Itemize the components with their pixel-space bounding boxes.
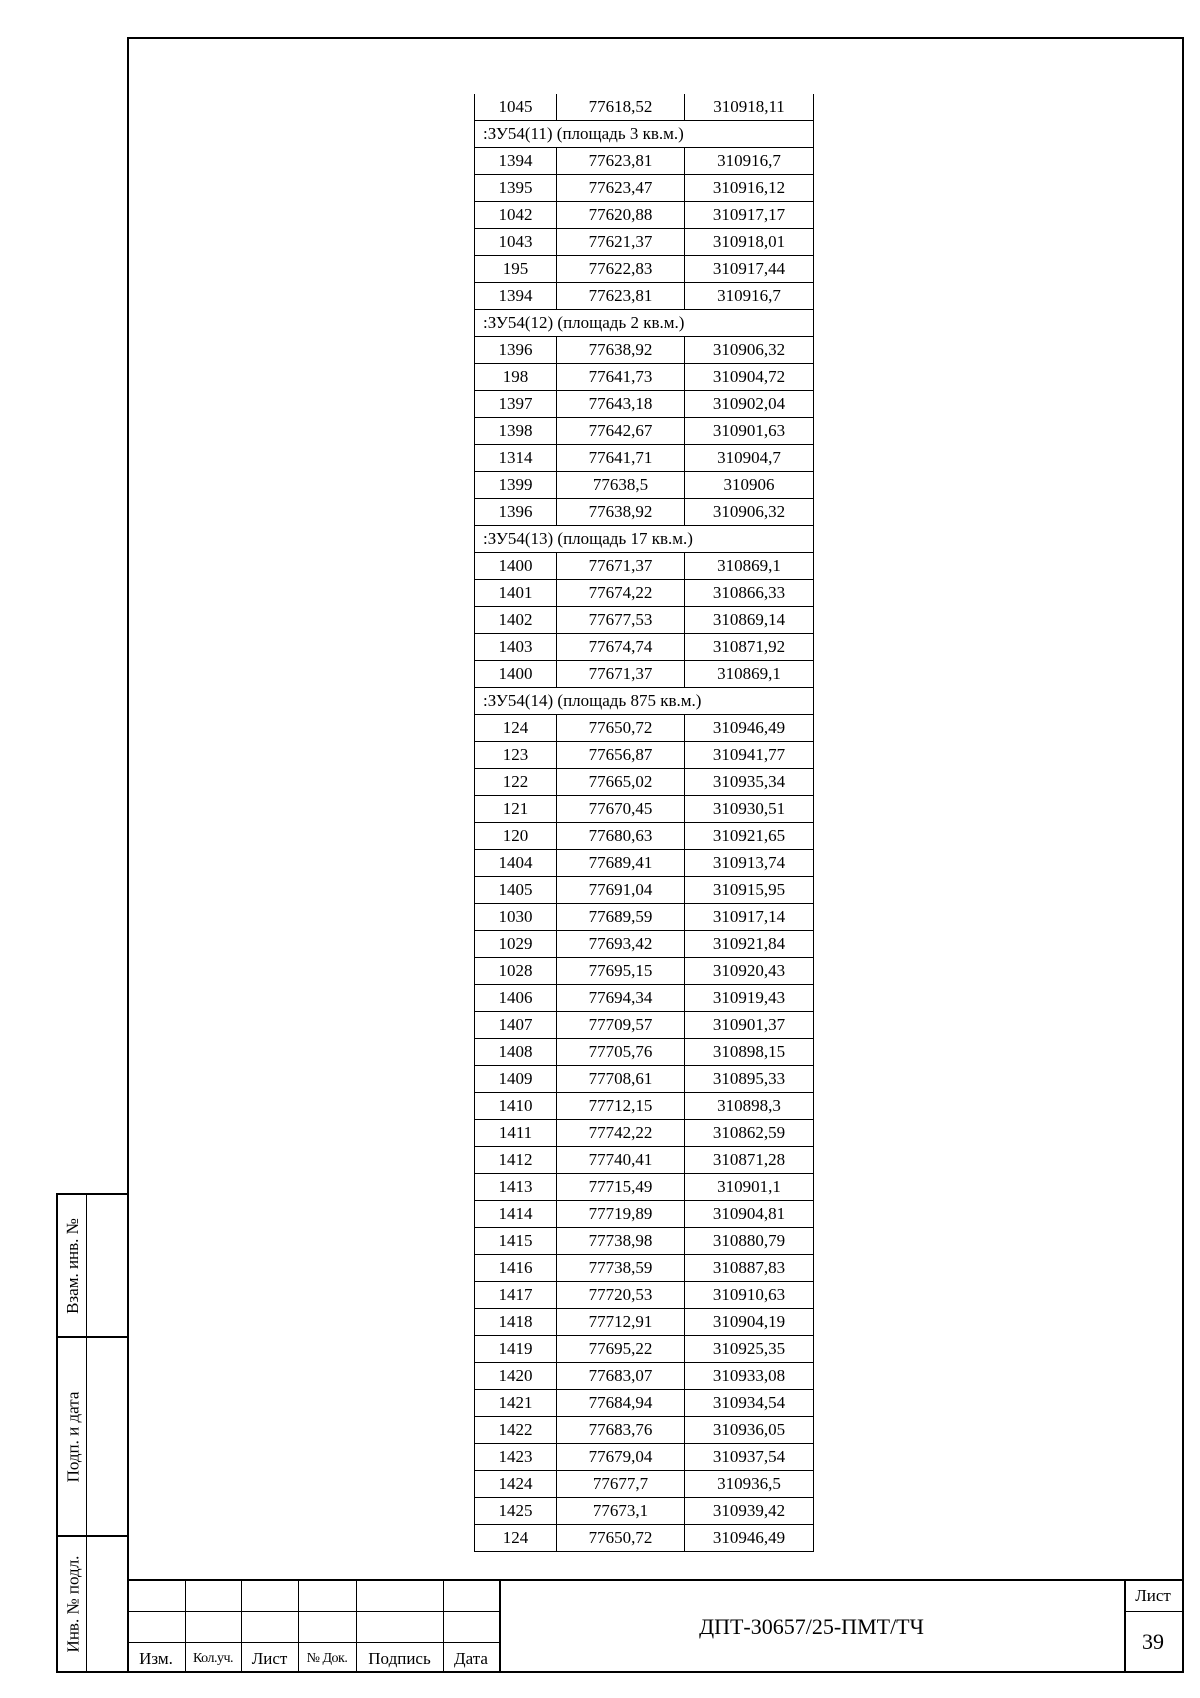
table-row — [475, 472, 814, 499]
point-number: 1416 — [475, 1255, 557, 1282]
point-number: 1424 — [475, 1471, 557, 1498]
coord-x: 77684,94 — [557, 1390, 685, 1417]
section-header-row — [475, 526, 814, 553]
coord-x: 77638,92 — [557, 337, 685, 364]
point-number: 1405 — [475, 877, 557, 904]
section-label: :ЗУ54(13) (площадь 17 кв.м.) — [475, 526, 814, 553]
point-number: 1394 — [475, 148, 557, 175]
table-row — [475, 1255, 814, 1282]
point-number: 1417 — [475, 1282, 557, 1309]
coord-y: 310895,33 — [685, 1066, 814, 1093]
coord-x: 77708,61 — [557, 1066, 685, 1093]
point-number: 1399 — [475, 472, 557, 499]
point-number: 1425 — [475, 1498, 557, 1525]
point-number: 1408 — [475, 1039, 557, 1066]
point-number: 1412 — [475, 1147, 557, 1174]
coord-y: 310936,05 — [685, 1417, 814, 1444]
table-row — [475, 256, 814, 283]
coord-y: 310902,04 — [685, 391, 814, 418]
coord-x: 77683,07 — [557, 1363, 685, 1390]
coord-y: 310925,35 — [685, 1336, 814, 1363]
coord-x: 77689,59 — [557, 904, 685, 931]
point-number: 1404 — [475, 850, 557, 877]
point-number: 1423 — [475, 1444, 557, 1471]
table-row — [475, 850, 814, 877]
table-row — [475, 1147, 814, 1174]
table-row — [475, 1336, 814, 1363]
point-number: 1042 — [475, 202, 557, 229]
table-row — [475, 1174, 814, 1201]
point-number: 1415 — [475, 1228, 557, 1255]
coord-y: 310904,81 — [685, 1201, 814, 1228]
coord-y: 310935,34 — [685, 769, 814, 796]
coord-y: 310939,42 — [685, 1498, 814, 1525]
table-row — [475, 742, 814, 769]
table-row — [475, 283, 814, 310]
table-row — [475, 202, 814, 229]
table-row — [475, 553, 814, 580]
table-row — [475, 229, 814, 256]
coord-x: 77679,04 — [557, 1444, 685, 1471]
coord-x: 77691,04 — [557, 877, 685, 904]
section-header-row — [475, 310, 814, 337]
coord-y: 310934,54 — [685, 1390, 814, 1417]
coord-y: 310918,11 — [685, 94, 814, 121]
table-row — [475, 418, 814, 445]
table-row — [475, 1066, 814, 1093]
coord-x: 77622,83 — [557, 256, 685, 283]
coord-x: 77738,59 — [557, 1255, 685, 1282]
point-number: 1410 — [475, 1093, 557, 1120]
coord-y: 310904,72 — [685, 364, 814, 391]
table-row — [475, 1201, 814, 1228]
coord-x: 77671,37 — [557, 553, 685, 580]
point-number: 1400 — [475, 661, 557, 688]
point-number: 1409 — [475, 1066, 557, 1093]
point-number: 124 — [475, 1525, 557, 1552]
coord-x: 77623,81 — [557, 148, 685, 175]
table-row — [475, 445, 814, 472]
coord-x: 77641,73 — [557, 364, 685, 391]
sheet-label: Лист — [1135, 1586, 1171, 1605]
point-number: 1395 — [475, 175, 557, 202]
table-row — [475, 877, 814, 904]
side-stamp — [56, 1193, 129, 1673]
izm-label: Изм. — [139, 1648, 173, 1668]
coord-y: 310866,33 — [685, 580, 814, 607]
coord-y: 310869,14 — [685, 607, 814, 634]
section-label: :ЗУ54(11) (площадь 3 кв.м.) — [475, 121, 814, 148]
table-row — [475, 823, 814, 850]
coord-y: 310871,92 — [685, 634, 814, 661]
coord-x: 77665,02 — [557, 769, 685, 796]
coord-y: 310910,63 — [685, 1282, 814, 1309]
coord-y: 310930,51 — [685, 796, 814, 823]
document-code: ДПТ-30657/25-ПМТ/ТЧ — [699, 1614, 924, 1639]
coord-x: 77643,18 — [557, 391, 685, 418]
section-label: :ЗУ54(12) (площадь 2 кв.м.) — [475, 310, 814, 337]
table-row — [475, 1012, 814, 1039]
table-row — [475, 715, 814, 742]
coord-y: 310901,63 — [685, 418, 814, 445]
coord-y: 310917,44 — [685, 256, 814, 283]
coord-x: 77674,74 — [557, 634, 685, 661]
doc-number-label: № Док. — [306, 1650, 348, 1666]
coordinates-table — [474, 94, 814, 1552]
coord-x: 77623,47 — [557, 175, 685, 202]
table-row — [475, 661, 814, 688]
point-number: 1411 — [475, 1120, 557, 1147]
point-number: 1396 — [475, 499, 557, 526]
table-row — [475, 1093, 814, 1120]
coord-x: 77683,76 — [557, 1417, 685, 1444]
table-row — [475, 391, 814, 418]
table-row — [475, 904, 814, 931]
point-number: 1420 — [475, 1363, 557, 1390]
table-row — [475, 580, 814, 607]
coord-x: 77670,45 — [557, 796, 685, 823]
point-number: 1028 — [475, 958, 557, 985]
section-header-row — [475, 121, 814, 148]
kol-uch-label: Кол.уч. — [193, 1650, 233, 1666]
table-row — [475, 364, 814, 391]
coord-x: 77742,22 — [557, 1120, 685, 1147]
coord-x: 77618,52 — [557, 94, 685, 121]
point-number: 123 — [475, 742, 557, 769]
list-label: Лист — [251, 1648, 288, 1668]
coord-y: 310920,43 — [685, 958, 814, 985]
point-number: 120 — [475, 823, 557, 850]
table-row — [475, 1363, 814, 1390]
coord-x: 77650,72 — [557, 715, 685, 742]
table-row — [475, 94, 814, 121]
coord-y: 310862,59 — [685, 1120, 814, 1147]
coord-y: 310921,84 — [685, 931, 814, 958]
table-row — [475, 499, 814, 526]
point-number: 1398 — [475, 418, 557, 445]
coord-y: 310946,49 — [685, 1525, 814, 1552]
date-label: Дата — [454, 1648, 488, 1668]
table-row — [475, 769, 814, 796]
table-row — [475, 1417, 814, 1444]
coord-x: 77673,1 — [557, 1498, 685, 1525]
point-number: 1045 — [475, 94, 557, 121]
coord-y: 310898,3 — [685, 1093, 814, 1120]
coord-x: 77693,42 — [557, 931, 685, 958]
coord-x: 77680,63 — [557, 823, 685, 850]
coord-y: 310916,12 — [685, 175, 814, 202]
point-number: 124 — [475, 715, 557, 742]
table-row — [475, 1309, 814, 1336]
coord-y: 310936,5 — [685, 1471, 814, 1498]
point-number: 1413 — [475, 1174, 557, 1201]
coord-y: 310906 — [685, 472, 814, 499]
table-row — [475, 1444, 814, 1471]
section-header-row — [475, 688, 814, 715]
sheet-number: 39 — [1142, 1629, 1164, 1654]
coord-y: 310887,83 — [685, 1255, 814, 1282]
coord-y: 310904,7 — [685, 445, 814, 472]
coord-y: 310933,08 — [685, 1363, 814, 1390]
coord-x: 77677,53 — [557, 607, 685, 634]
table-row — [475, 1282, 814, 1309]
coord-x: 77671,37 — [557, 661, 685, 688]
coord-x: 77712,91 — [557, 1309, 685, 1336]
point-number: 1419 — [475, 1336, 557, 1363]
table-row — [475, 985, 814, 1012]
coord-y: 310941,77 — [685, 742, 814, 769]
coord-y: 310906,32 — [685, 499, 814, 526]
point-number: 1407 — [475, 1012, 557, 1039]
coord-y: 310869,1 — [685, 661, 814, 688]
point-number: 121 — [475, 796, 557, 823]
coord-x: 77694,34 — [557, 985, 685, 1012]
coord-y: 310898,15 — [685, 1039, 814, 1066]
table-row — [475, 634, 814, 661]
point-number: 1414 — [475, 1201, 557, 1228]
coord-x: 77695,15 — [557, 958, 685, 985]
coord-x: 77720,53 — [557, 1282, 685, 1309]
coord-y: 310869,1 — [685, 553, 814, 580]
coord-y: 310915,95 — [685, 877, 814, 904]
coord-x: 77674,22 — [557, 580, 685, 607]
point-number: 1403 — [475, 634, 557, 661]
signature-label: Подпись — [368, 1648, 431, 1668]
coord-x: 77715,49 — [557, 1174, 685, 1201]
coord-y: 310917,17 — [685, 202, 814, 229]
coord-y: 310917,14 — [685, 904, 814, 931]
section-label: :ЗУ54(14) (площадь 875 кв.м.) — [475, 688, 814, 715]
table-row — [475, 607, 814, 634]
coord-x: 77738,98 — [557, 1228, 685, 1255]
coord-x: 77712,15 — [557, 1093, 685, 1120]
table-row — [475, 1390, 814, 1417]
coord-x: 77740,41 — [557, 1147, 685, 1174]
coord-x: 77641,71 — [557, 445, 685, 472]
coord-x: 77642,67 — [557, 418, 685, 445]
point-number: 1421 — [475, 1390, 557, 1417]
vzam-inv-label: Взам. инв. № — [63, 1217, 82, 1314]
point-number: 195 — [475, 256, 557, 283]
coord-x: 77709,57 — [557, 1012, 685, 1039]
coord-x: 77705,76 — [557, 1039, 685, 1066]
coord-x: 77677,7 — [557, 1471, 685, 1498]
point-number: 1402 — [475, 607, 557, 634]
coord-x: 77695,22 — [557, 1336, 685, 1363]
point-number: 1394 — [475, 283, 557, 310]
coord-y: 310921,65 — [685, 823, 814, 850]
coord-y: 310880,79 — [685, 1228, 814, 1255]
coord-y: 310937,54 — [685, 1444, 814, 1471]
point-number: 1030 — [475, 904, 557, 931]
point-number: 1397 — [475, 391, 557, 418]
coord-x: 77621,37 — [557, 229, 685, 256]
coord-y: 310946,49 — [685, 715, 814, 742]
inv-podl-label: Инв. № подл. — [63, 1555, 82, 1653]
table-row — [475, 958, 814, 985]
coord-x: 77623,81 — [557, 283, 685, 310]
point-number: 1400 — [475, 553, 557, 580]
point-number: 1418 — [475, 1309, 557, 1336]
table-row — [475, 931, 814, 958]
coord-y: 310913,74 — [685, 850, 814, 877]
coord-y: 310901,37 — [685, 1012, 814, 1039]
coord-y: 310871,28 — [685, 1147, 814, 1174]
point-number: 198 — [475, 364, 557, 391]
coord-y: 310904,19 — [685, 1309, 814, 1336]
table-row — [475, 796, 814, 823]
table-row — [475, 1471, 814, 1498]
coord-x: 77650,72 — [557, 1525, 685, 1552]
coord-y: 310916,7 — [685, 283, 814, 310]
coord-y: 310906,32 — [685, 337, 814, 364]
title-block — [127, 1579, 1184, 1673]
coord-x: 77656,87 — [557, 742, 685, 769]
point-number: 1396 — [475, 337, 557, 364]
coord-y: 310916,7 — [685, 148, 814, 175]
coord-y: 310918,01 — [685, 229, 814, 256]
point-number: 1406 — [475, 985, 557, 1012]
table-row — [475, 1525, 814, 1552]
coord-x: 77719,89 — [557, 1201, 685, 1228]
coord-y: 310901,1 — [685, 1174, 814, 1201]
table-row — [475, 1039, 814, 1066]
podp-data-label: Подп. и дата — [63, 1391, 83, 1482]
coord-y: 310919,43 — [685, 985, 814, 1012]
table-row — [475, 1228, 814, 1255]
table-row — [475, 1498, 814, 1525]
coord-x: 77638,92 — [557, 499, 685, 526]
point-number: 122 — [475, 769, 557, 796]
point-number: 1043 — [475, 229, 557, 256]
table-row — [475, 1120, 814, 1147]
table-row — [475, 175, 814, 202]
coord-x: 77638,5 — [557, 472, 685, 499]
point-number: 1314 — [475, 445, 557, 472]
point-number: 1029 — [475, 931, 557, 958]
table-row — [475, 337, 814, 364]
table-row — [475, 148, 814, 175]
point-number: 1422 — [475, 1417, 557, 1444]
point-number: 1401 — [475, 580, 557, 607]
coord-x: 77620,88 — [557, 202, 685, 229]
coord-x: 77689,41 — [557, 850, 685, 877]
